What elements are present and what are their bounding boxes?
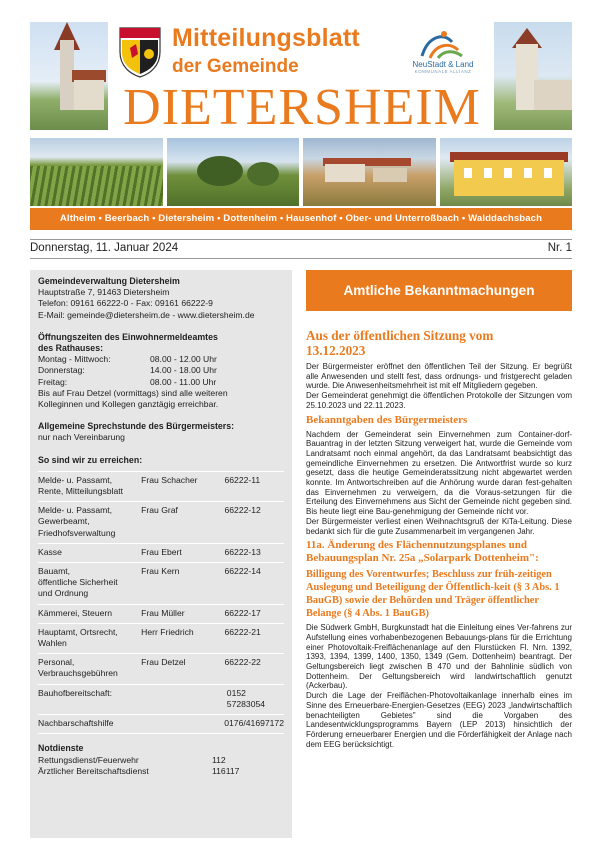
- admin-block: [38, 276, 284, 321]
- hours-note: Bis auf Frau Detzel (vormittags) sind alle weiteren: [38, 387, 228, 398]
- subheading: Billigung des Vorentwurfes; Beschluss zur früh-zeitigen Auslegung und Beteiligung der Öffentlich-keit (§ 3 Abs. 1 BauGB) sowie der Behörden und Träger öffentlicher Belange (§ 4 Abs. 1 BauGB): [306, 569, 560, 620]
- admin-name: Gemeindeverwaltung Dietersheim: [38, 276, 180, 286]
- hours-row: Donnerstag: 14.00 - 18.00 Uhr: [38, 365, 217, 376]
- mayor-text: nur nach Vereinbarung: [38, 432, 125, 443]
- table-row: Kasse Frau Ebert 66222-13: [38, 543, 284, 562]
- table-row: Melde- u. Passamt, Gewerbeamt, Friedhofsverwaltung Frau Graf 66222-12: [38, 501, 284, 543]
- village-photo: [303, 138, 436, 206]
- divider: [30, 239, 572, 240]
- photo-strip: [30, 138, 572, 206]
- emergency-block: [38, 743, 284, 777]
- article-title: Aus der öffentlichen Sitzung vom 13.12.2023: [306, 328, 494, 358]
- paragraph: Die Südwerk GmbH, Burgkunstadt hat die Einleitung eines Ver-fahrens zur Aufstellung eines vorhabenbezogenen Bebauungs-plans für die Errichtung einer Photovoltaik-Freiflächenanlage auf den Flurstücken Fl. Nrn. 1392, 1393, 1394, 1399, 1400, 1350, 1349 (Gem. Dottenheim) beantragt. Der Geltungsbereich liegt zwischen B 470 und der Bahnlinie südlich von Dottenheim. Der Geltungsbereich wird landwirtschaftlich genutzt (Ackerbau).: [306, 623, 572, 691]
- admin-address: Hauptstraße 7, 91463 Dietersheim: [38, 287, 170, 298]
- town-hall-photo: [440, 138, 573, 206]
- coat-of-arms-icon: [116, 24, 164, 78]
- hours-row: Montag - Mittwoch: 08.00 - 12.00 Uhr: [38, 354, 217, 365]
- newsletter-title: Mitteilungsblatt: [172, 24, 360, 52]
- issue-date: Donnerstag, 11. Januar 2024: [30, 242, 179, 254]
- opening-hours-block: [38, 332, 284, 410]
- paragraph: Nachdem der Gemeinderat sein Einvernehmen zum Container-dorf-Bauantrag in der letzten Sitzung verweigert hat, wurde die Gemeinde vom Landratsamt noch einmal angehört, da das Landratsamt beabsichtigt das gemeindliche Einvernehmen zu ersetzen. Die Antwortfrist wurde so kurz gesetzt, dass die heutige Gemeinderatssitzung nicht abgewartet werden konnte. Im Antwortschreiben auf die Anhörung wurde daran fest-gehalten das Einvernehmen zu verweigern, da die Voraus-setzungen für die Erteilung des Einvernehmens aus Sicht der Gemeinde nicht gegeben sind. Bis heute liegt eine Bau-genehmigung der Gemeinde nicht vor.: [306, 429, 572, 517]
- table-row: Nachbarschaftshilfe 0176/41697172: [38, 714, 284, 734]
- opening-hours-title-2: des Rathauses:: [38, 343, 104, 354]
- issue-number: Nr. 1: [547, 242, 572, 254]
- table-row: Kämmerei, Steuern Frau Müller 66222-17: [38, 604, 284, 623]
- contacts-title: So sind wir zu erreichen:: [38, 454, 143, 465]
- list-item: Ärztlicher Bereitschaftsdienst 116117: [38, 765, 240, 776]
- subheading: Bekanntgaben des Bürgermeisters: [306, 413, 468, 426]
- vineyard-photo: [30, 138, 163, 206]
- paragraph: Der Gemeinderat genehmigt die öffentlichen Protokolle der Sitzungen vom 25.10.2023 und 22.11.2023.: [306, 391, 572, 410]
- table-row: Hauptamt, Ortsrecht, Wahlen Herr Friedrich 66222-21: [38, 623, 284, 653]
- paragraph: Der Bürgermeister eröffnet den öffentlichen Teil der Sitzung. Er begrüßt alle Anwesenden und stellt fest, dass ordnungs- und fristgerecht geladen wurde. Die Anwesenheitsmehrheit ist mit elf Mitgliedern gegeben.: [306, 362, 572, 391]
- town-name: DIETERSHEIM: [123, 79, 481, 136]
- admin-phone: Telefon: 09161 66222-0 - Fax: 09161 66222-9: [38, 298, 213, 309]
- hours-note: Kolleginnen und Kollegen ganztägig erreichbar.: [38, 399, 219, 410]
- mayor-title: Allgemeine Sprechstunde des Bürgermeisters:: [38, 421, 235, 432]
- list-item: Rettungsdienst/Feuerwehr 112: [38, 754, 226, 765]
- opening-hours-title: Öffnungszeiten des Einwohnermeldeamtes: [38, 331, 218, 342]
- villages-bar: Altheim • Beerbach • Dietersheim • Dottenheim • Hausenhof • Ober- und Unterroßbach • Walddachsbach: [30, 208, 572, 230]
- paragraph: Durch die Lage der Freiflächen-Photovoltaikanlage innerhalb eines im Sinne des Erneuerbare-Energien-Gesetzes (EEG) 2023 „landwirtschaftlich benachteiligten Gebietes" sind die Vorgaben des Landesentwicklungsprogramms Bayern (LEP 2013) hinsichtlich der Förderung erneuerbarer Energien und die Förderfähigkeit der Anlage nach dem EEG berücksichtigt.: [306, 691, 572, 749]
- info-sidebar: [30, 270, 292, 838]
- mayor-block: [38, 421, 284, 443]
- announcements-column: [306, 270, 572, 749]
- table-row: Personal, Verbrauchsgebühren Frau Detzel 66222-22: [38, 653, 284, 683]
- masthead: [30, 22, 572, 134]
- landscape-photo: [167, 138, 300, 206]
- castle-photo: [494, 22, 572, 130]
- partner-logo-subtext: KOMMUNALE ALLIANZ: [414, 69, 472, 74]
- table-row: Bauhofbereitschaft: 0152 57283054: [38, 684, 284, 714]
- table-row: Melde- u. Passamt, Rente, Mitteilungsblatt Frau Schacher 66222-11: [38, 471, 284, 501]
- subheading: 11a. Änderung des Flächennutzungsplanes und Bebauungsplan Nr. 25a „Solarpark Dottenheim":: [306, 539, 539, 565]
- divider: [30, 258, 572, 259]
- emergency-title: Notdienste: [38, 743, 84, 754]
- church-photo: [30, 22, 108, 130]
- paragraph: Der Bürgermeister verliest einen Weihnachtsgruß der KiTa-Leitung. Diese bedankt sich für die gute Zusammenarbeit im vergangenen Jahr.: [306, 516, 572, 536]
- partner-logo-text: NeuStadt & Land: [412, 60, 474, 69]
- table-row: Bauamt, öffentliche Sicherheit und Ordnung Frau Kern 66222-14: [38, 562, 284, 604]
- section-header: Amtliche Bekanntmachungen: [306, 270, 572, 311]
- newsletter-subtitle: der Gemeinde: [172, 56, 299, 77]
- contacts-table: [38, 471, 284, 734]
- hours-row: Freitag: 08.00 - 11.00 Uhr: [38, 376, 217, 387]
- admin-email[interactable]: E-Mail: gemeinde@dietersheim.de - www.dietersheim.de: [38, 309, 255, 320]
